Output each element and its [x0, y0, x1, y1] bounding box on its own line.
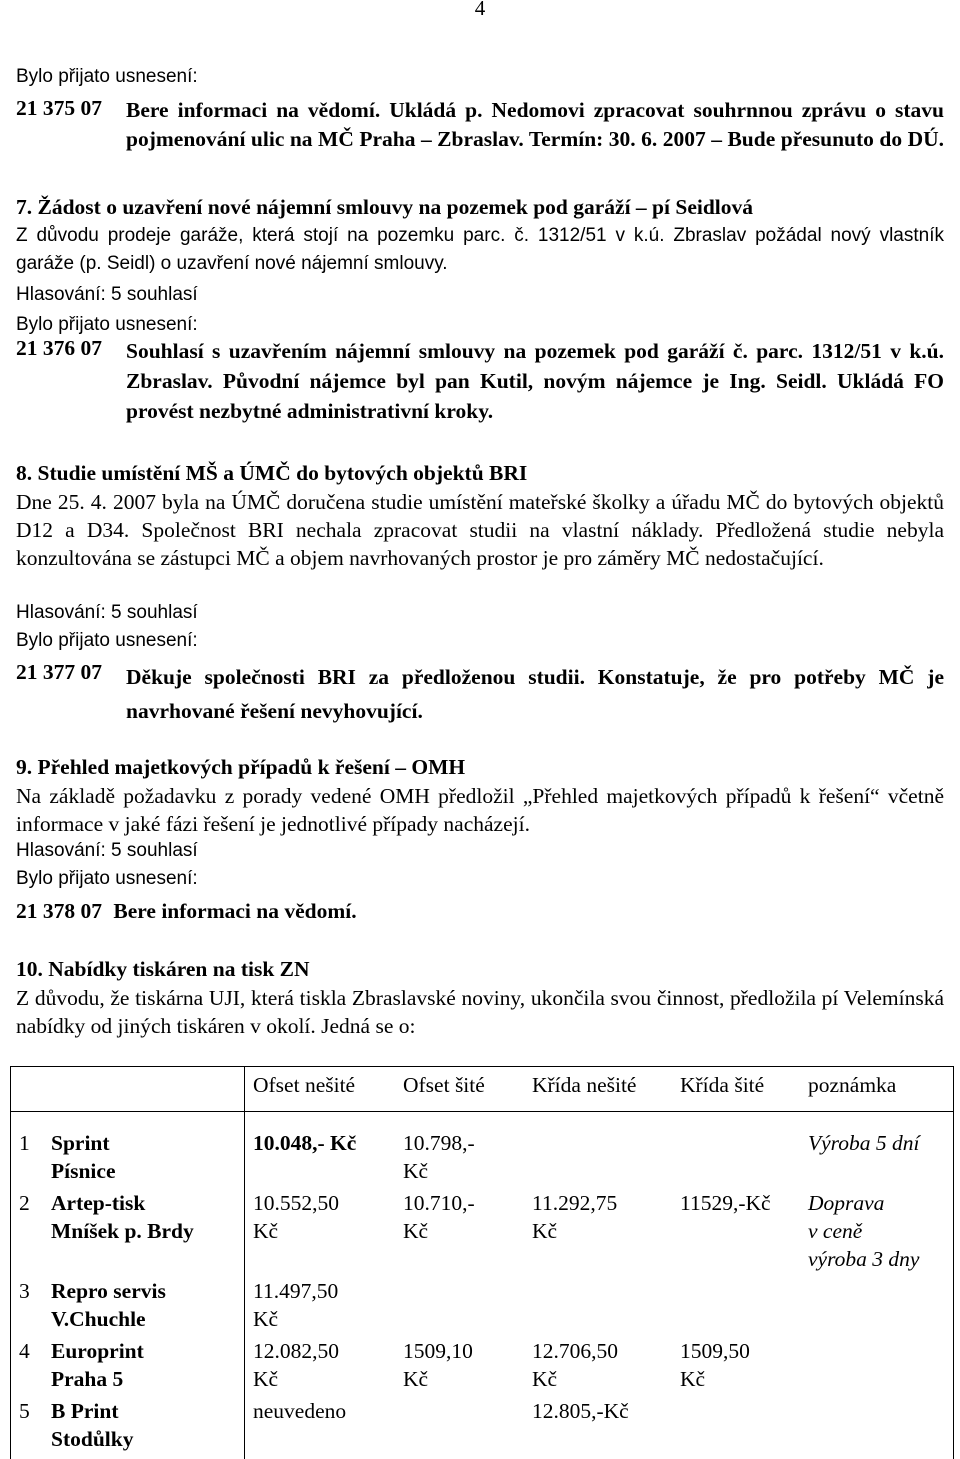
resolution-21375 [16, 96, 944, 186]
price-ofset-nesite: 12.082,50 [253, 1339, 339, 1363]
note: Doprava [808, 1191, 885, 1215]
table-header-cell: Ofset šité [403, 1073, 485, 1097]
printer-location: V.Chuchle [51, 1307, 146, 1331]
vote-label: Hlasování: 5 souhlasí [16, 602, 198, 623]
note: Výroba 5 dní [808, 1131, 920, 1155]
item7-body: Z důvodu prodeje garáže, která stojí na pozemku parc. č. 1312/51 v k.ú. Zbraslav požádal nový vlastník garáže (p. Seidl) o uzavření nové nájemní smlouvy. [16, 225, 944, 274]
note: výroba 3 dny [808, 1247, 920, 1271]
resolution-text: Souhlasí s uzavřením nájemní smlouvy na pozemek pod garáží č. parc. 1312/51 v k.ú. Zbraslav. Původní nájemce byl pan Kutil, novým nájemce je Ing. Seidl. Ukládá FO provést nezbytné administrativní kroky. [126, 339, 944, 423]
table-header-cell: poznámka [808, 1073, 897, 1097]
price-ofset-nesite-unit: Kč [253, 1219, 279, 1243]
accepted-label: Bylo přijato usnesení: [16, 868, 198, 889]
printer-location: Písnice [51, 1159, 116, 1183]
row-number: 2 [19, 1191, 30, 1215]
printer-name: Sprint [51, 1131, 110, 1155]
resolution-text: Bere informaci na vědomí. [113, 899, 357, 923]
item10-heading [16, 956, 310, 982]
row-number: 3 [19, 1279, 30, 1303]
item9-number: 9. [16, 755, 33, 779]
printer-name: B Print [51, 1399, 119, 1423]
price-krida-site: 11529,-Kč [680, 1191, 771, 1215]
item8-heading [16, 460, 527, 486]
price-ofset-nesite: 11.497,50 [253, 1279, 339, 1303]
vote-label: Hlasování: 5 souhlasí [16, 284, 198, 305]
resolution-21378 [16, 898, 357, 924]
accepted-label: Bylo přijato usnesení: [16, 630, 198, 651]
item9-body: Na základě požadavku z porady vedené OMH předložil „Přehled majetkových případů k řešení“ včetně informace v jaké fázi řešení je jednotlivé případy nacházejí. [16, 784, 944, 836]
price-krida-nesite-unit: Kč [532, 1367, 558, 1391]
price-ofset-site: 10.798,- [403, 1131, 475, 1155]
item8-title: Studie umístění MŠ a ÚMČ do bytových objektů BRI [37, 461, 528, 485]
price-ofset-site-unit: Kč [403, 1159, 429, 1183]
price-krida-site: 1509,50 [680, 1339, 750, 1363]
page-number: 4 [474, 0, 486, 20]
price-ofset-site-unit: Kč [403, 1219, 429, 1243]
item10-title: Nabídky tiskáren na tisk ZN [48, 957, 310, 981]
note: v ceně [808, 1219, 863, 1243]
table-divider [11, 1111, 953, 1112]
printer-name: Artep-tisk [51, 1191, 146, 1215]
vote-label: Hlasování: 5 souhlasí [16, 840, 198, 861]
table-column-divider [244, 1067, 245, 1459]
resolution-number: 21 376 07 [16, 336, 102, 360]
price-ofset-nesite-unit: Kč [253, 1307, 279, 1331]
resolution-text: Děkuje společnosti BRI za předloženou studii. Konstatuje, že pro potřeby MČ je navrhované řešení nevyhovující. [126, 665, 944, 723]
row-number: 1 [19, 1131, 30, 1155]
price-ofset-site-unit: Kč [403, 1367, 429, 1391]
price-ofset-site: 1509,10 [403, 1339, 473, 1363]
item8-body: Dne 25. 4. 2007 byla na ÚMČ doručena studie umístění mateřské školky a úřadu MČ do bytových objektů D12 a D34. Společnost BRI nechala zpracovat studii na vlastní náklady. Předložená studie nebyla konzultována se zástupci MČ a objem navrhovaných prostor je pro záměry MČ nedostačující. [16, 490, 944, 570]
table-header-cell: Křída šité [680, 1073, 765, 1097]
price-krida-nesite: 12.706,50 [532, 1339, 618, 1363]
item8-number: 8. [16, 461, 33, 485]
price-ofset-nesite: 10.048,- Kč [253, 1131, 357, 1155]
row-number: 5 [19, 1399, 30, 1423]
price-ofset-site: 10.710,- [403, 1191, 475, 1215]
price-krida-nesite: 12.805,-Kč [532, 1399, 629, 1423]
resolution-number: 21 375 07 [16, 96, 102, 120]
item9-heading [16, 754, 465, 780]
item7-heading: 7. Žádost o uzavření nové nájemní smlouvy na pozemek pod garáží – pí Seidlová [16, 195, 754, 219]
item10-body: Z důvodu, že tiskárna UJI, která tiskla Zbraslavské noviny, ukončila svou činnost, předložila pí Velemínská nabídky od jiných tiskáren v okolí. Jedná se o: [16, 986, 944, 1038]
price-krida-site-unit: Kč [680, 1367, 706, 1391]
price-ofset-nesite: neuvedeno [253, 1399, 347, 1423]
price-krida-nesite: 11.292,75 [532, 1191, 618, 1215]
resolution-21376 [16, 336, 944, 432]
printer-location: Praha 5 [51, 1367, 124, 1391]
printer-location: Stodůlky [51, 1427, 134, 1451]
resolution-21377 [16, 660, 944, 722]
offers-table [10, 1066, 954, 1459]
printer-name: Europrint [51, 1339, 144, 1363]
price-ofset-nesite-unit: Kč [253, 1367, 279, 1391]
accepted-label: Bylo přijato usnesení: [16, 66, 198, 87]
price-ofset-nesite: 10.552,50 [253, 1191, 339, 1215]
printer-location: Mníšek p. Brdy [51, 1219, 194, 1243]
printer-name: Repro servis [51, 1279, 166, 1303]
item9-title: Přehled majetkových případů k řešení – OMH [37, 755, 466, 779]
resolution-number: 21 377 07 [16, 660, 102, 684]
row-number: 4 [19, 1339, 30, 1363]
resolution-text: Bere informaci na vědomí. Ukládá p. Nedomovi zpracovat souhrnnou zprávu o stavu pojmenování ulic na MČ Praha – Zbraslav. Termín: 30. 6. 2007 – Bude přesunuto do DÚ. [126, 98, 944, 151]
table-header-cell: Ofset nešité [253, 1073, 356, 1097]
item10-number: 10. [16, 957, 43, 981]
accepted-label: Bylo přijato usnesení: [16, 314, 198, 335]
table-header-cell: Křída nešité [532, 1073, 637, 1097]
resolution-number: 21 378 07 [16, 899, 102, 923]
price-krida-nesite-unit: Kč [532, 1219, 558, 1243]
